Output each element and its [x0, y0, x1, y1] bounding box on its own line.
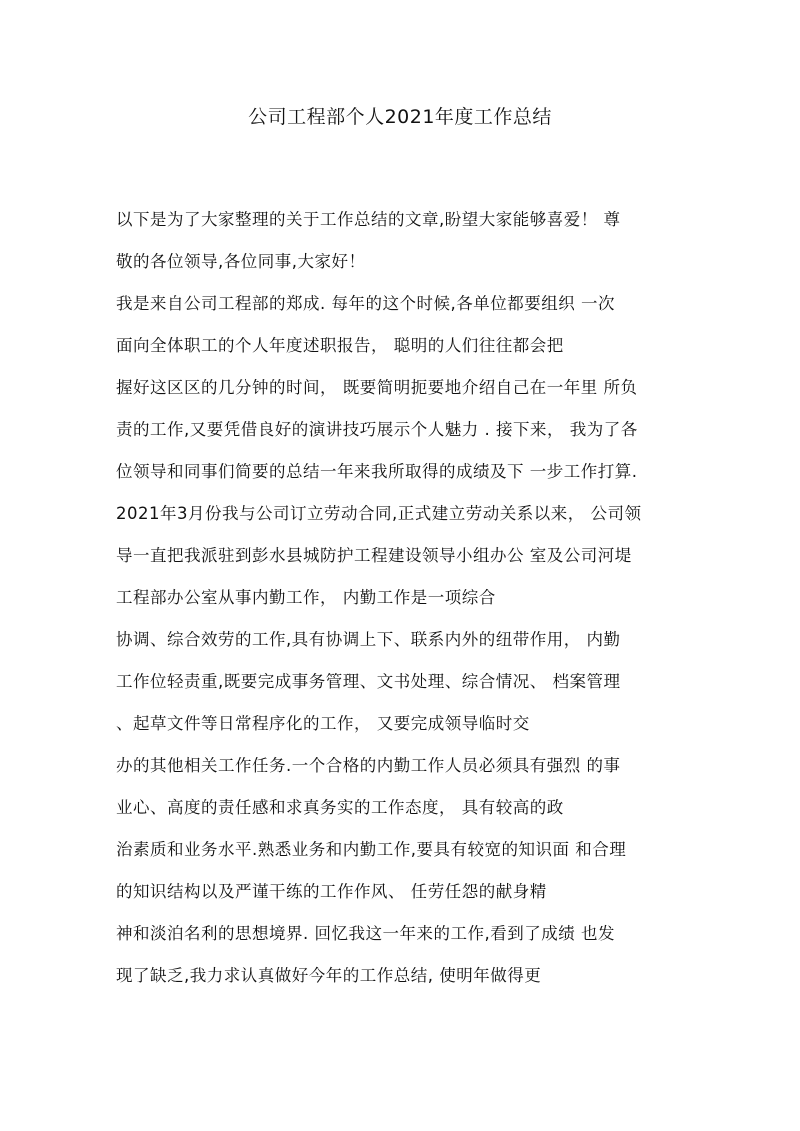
- body-line: 神和淡泊名利的思想境界. 回忆我这一年来的工作,看到了成绩 也发: [116, 924, 615, 943]
- body-line: 现了缺乏,我力求认真做好今年的工作总结, 使明年做得更: [116, 966, 542, 985]
- body-line: 业心、高度的责任感和求真务实的工作态度， 具有较高的政: [116, 798, 564, 817]
- body-line: 握好这区区的几分钟的时间， 既要简明扼要地介绍自己在一年里 所负: [116, 378, 638, 397]
- body-line: 敬的各位领导,各位同事,大家好！: [116, 252, 366, 271]
- body-line: 位领导和同事们简要的总结一年来我所取得的成绩及下 一步工作打算.: [116, 462, 638, 481]
- body-line: 我是来自公司工程部的郑成. 每年的这个时候,各单位都要组织 一次: [116, 294, 615, 313]
- body-line: 导一直把我派驻到彭水县城防护工程建设领导小组办公 室及公司河堤: [116, 546, 632, 565]
- body-line: 工程部办公室从事内勤工作， 内勤工作是一项综合: [116, 588, 496, 607]
- body-line: 协调、综合效劳的工作,具有协调上下、联系内外的纽带作用， 内勤: [116, 630, 621, 649]
- body-line: 面向全体职工的个人年度述职报告， 聪明的人们往往都会把: [116, 336, 564, 355]
- body-line: 2021年3月份我与公司订立劳动合同,正式建立劳动关系以来， 公司领: [116, 504, 642, 523]
- document-title: 公司工程部个人2021年度工作总结: [248, 106, 552, 128]
- body-line: 办的其他相关工作任务.一个合格的内勤工作人员必须具有强烈 的事: [116, 756, 621, 775]
- body-line: 、起草文件等日常程序化的工作， 又要完成领导临时交: [116, 714, 530, 733]
- body-line: 工作位轻责重,既要完成事务管理、文书处理、综合情况、 档案管理: [116, 672, 621, 691]
- body-line: 的知识结构以及严谨干练的工作作风、 任劳任怨的献身精: [116, 882, 547, 901]
- body-line: 治素质和业务水平.熟悉业务和内勤工作,要具有较宽的知识面 和合理: [116, 840, 627, 859]
- body-line: 以下是为了大家整理的关于工作总结的文章,盼望大家能够喜爱！ 尊: [116, 210, 621, 229]
- body-line: 责的工作,又要凭借良好的演讲技巧展示个人魅力 . 接下来， 我为了各: [116, 420, 638, 439]
